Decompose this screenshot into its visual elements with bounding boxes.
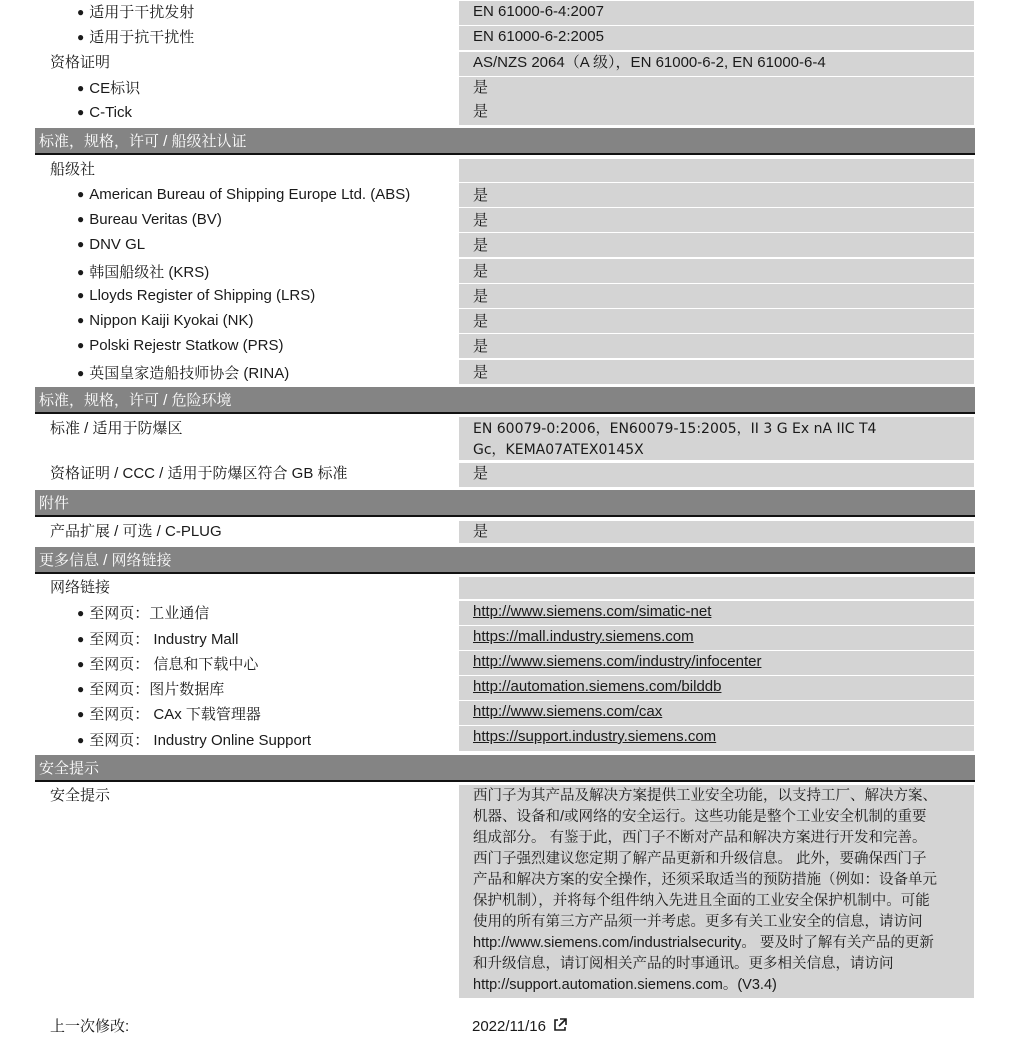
- spec-value: [459, 676, 974, 700]
- security-line: 产品和解决方案的安全操作，还须采取适当的预防措施（例如：设备单元: [473, 872, 937, 888]
- link-label: ● 至网页：工业通信: [77, 602, 209, 625]
- spec-label: ● Bureau Veritas (BV): [77, 208, 222, 231]
- spec-label: ● 韩国船级社 (KRS): [77, 261, 209, 284]
- section-header-hazard: 标准，规格，许可 / 危险环境: [35, 387, 975, 414]
- bullet-icon: ●: [77, 81, 85, 95]
- spec-value: [459, 701, 974, 725]
- spec-value: 是: [459, 521, 974, 543]
- spec-value: EN 61000-6-4:2007: [459, 1, 974, 25]
- security-line: http://support.automation.siemens.com。(V3.4): [473, 977, 777, 993]
- spec-label: 标准 / 适用于防爆区: [50, 420, 183, 437]
- spec-label: ● American Bureau of Shipping Europe Ltd. (ABS): [77, 183, 410, 206]
- spec-value: 是: [459, 259, 974, 283]
- link-bilddb[interactable]: http://automation.siemens.com/bilddb: [473, 678, 722, 695]
- spec-label: ● Lloyds Register of Shipping (LRS): [77, 284, 315, 307]
- bullet-icon: ●: [77, 338, 85, 352]
- link-label: ● 至网页： Industry Online Support: [77, 729, 311, 752]
- spec-value: [459, 651, 974, 675]
- bullet-icon: ●: [77, 366, 85, 380]
- spec-value: 是: [459, 233, 974, 257]
- link-label: ● 至网页： CAx 下载管理器: [77, 703, 261, 726]
- last-modified-label: 上一次修改:: [50, 1018, 130, 1035]
- link-industry-mall[interactable]: https://mall.industry.siemens.com: [473, 628, 694, 645]
- spec-value: 是: [459, 208, 974, 232]
- link-label: ● 至网页： Industry Mall: [77, 628, 238, 651]
- external-link-icon[interactable]: [552, 1017, 568, 1040]
- section-header-marine: 标准，规格，许可 / 船级社认证: [35, 128, 975, 155]
- last-modified-value: [459, 1016, 974, 1040]
- bullet-icon: ●: [77, 187, 85, 201]
- bullet-icon: ●: [77, 682, 85, 696]
- spec-value: 是: [459, 463, 974, 487]
- last-modified-date: 2022/11/16: [472, 1018, 546, 1035]
- bullet-icon: ●: [77, 657, 85, 671]
- spec-label: 资格证明 / CCC / 适用于防爆区符合 GB 标准: [50, 465, 348, 482]
- spec-label: ● 适用于干扰发射: [77, 1, 194, 24]
- section-header-security: 安全提示: [35, 755, 975, 782]
- spec-value: [459, 601, 974, 625]
- group-label: 船级社: [50, 161, 96, 178]
- bullet-icon: ●: [77, 105, 85, 119]
- spec-value: 是: [459, 101, 974, 125]
- security-line: 西门子为其产品及解决方案提供工业安全功能，以支持工厂、解决方案、: [473, 788, 937, 804]
- security-line: 和升级信息，请订阅相关产品的时事通讯。更多相关信息，请访问: [473, 956, 894, 972]
- link-cax[interactable]: http://www.siemens.com/cax: [473, 703, 663, 720]
- bullet-icon: ●: [77, 733, 85, 747]
- spec-value: 是: [459, 183, 974, 207]
- spec-label: ● Polski Rejestr Statkow (PRS): [77, 334, 283, 357]
- spec-value: 是: [459, 360, 974, 384]
- spec-label: 产品扩展 / 可选 / C-PLUG: [50, 523, 222, 540]
- spec-value: [459, 417, 974, 460]
- link-label: ● 至网页：图片数据库: [77, 678, 224, 701]
- bullet-icon: ●: [77, 606, 85, 620]
- bullet-icon: ●: [77, 632, 85, 646]
- spec-value: 是: [459, 77, 974, 101]
- spec-value: [459, 626, 974, 650]
- bullet-icon: ●: [77, 288, 85, 302]
- spec-label: 资格证明: [50, 54, 111, 71]
- spec-label: ● CE标识: [77, 77, 140, 100]
- group-label: 网络链接: [50, 579, 111, 596]
- spec-label: ● 适用于抗干扰性: [77, 26, 194, 49]
- link-label: ● 至网页： 信息和下载中心: [77, 653, 258, 676]
- spec-value: [459, 577, 974, 599]
- spec-value: 是: [459, 309, 974, 333]
- spec-label: ● Nippon Kaiji Kyokai (NK): [77, 309, 253, 332]
- spec-value: AS/NZS 2064（A 级），EN 61000-6-2, EN 61000-6-4: [459, 52, 974, 76]
- security-line: 保护机制），并将每个组件纳入先进且全面的工业安全保护机制中。可能: [473, 893, 930, 909]
- section-header-accessories: 附件: [35, 490, 975, 517]
- spec-value: EN 61000-6-2:2005: [459, 26, 974, 50]
- security-line: http://www.siemens.com/industrialsecurity。 要及时了解有关产品的更新: [473, 935, 934, 951]
- spec-label: 安全提示: [50, 787, 111, 804]
- bullet-icon: ●: [77, 265, 85, 279]
- security-note: [459, 785, 974, 998]
- bullet-icon: ●: [77, 5, 85, 19]
- bullet-icon: ●: [77, 30, 85, 44]
- spec-value: 是: [459, 284, 974, 308]
- security-line: 西门子强烈建议您定期了解产品更新和升级信息。 此外，要确保西门子: [473, 851, 927, 867]
- section-header-more-info: 更多信息 / 网络链接: [35, 547, 975, 574]
- spec-label: ● 英国皇家造船技师协会 (RINA): [77, 362, 289, 385]
- value-line: EN 60079-0:2006，EN60079-15:2005，II 3 G Ex nA IIC T4: [473, 421, 877, 437]
- bullet-icon: ●: [77, 237, 85, 251]
- bullet-icon: ●: [77, 707, 85, 721]
- spec-value: [459, 159, 974, 182]
- link-online-support[interactable]: https://support.industry.siemens.com: [473, 728, 717, 745]
- bullet-icon: ●: [77, 313, 85, 327]
- security-line: 使用的所有第三方产品须一并考虑。更多有关工业安全的信息，请访问: [473, 914, 923, 930]
- security-line: 组成部分。 有鉴于此，西门子不断对产品和解决方案进行开发和完善。: [473, 830, 927, 846]
- spec-value: [459, 726, 974, 751]
- spec-label: ● DNV GL: [77, 233, 145, 256]
- link-infocenter[interactable]: http://www.siemens.com/industry/infocenter: [473, 653, 762, 670]
- spec-label: ● C-Tick: [77, 101, 132, 124]
- value-line: Gc，KEMA07ATEX0145X: [473, 442, 644, 458]
- bullet-icon: ●: [77, 212, 85, 226]
- security-line: 机器、设备和/或网络的安全运行。这些功能是整个工业安全机制的重要: [473, 809, 927, 825]
- link-simatic-net[interactable]: http://www.siemens.com/simatic-net: [473, 603, 712, 620]
- spec-value: 是: [459, 334, 974, 358]
